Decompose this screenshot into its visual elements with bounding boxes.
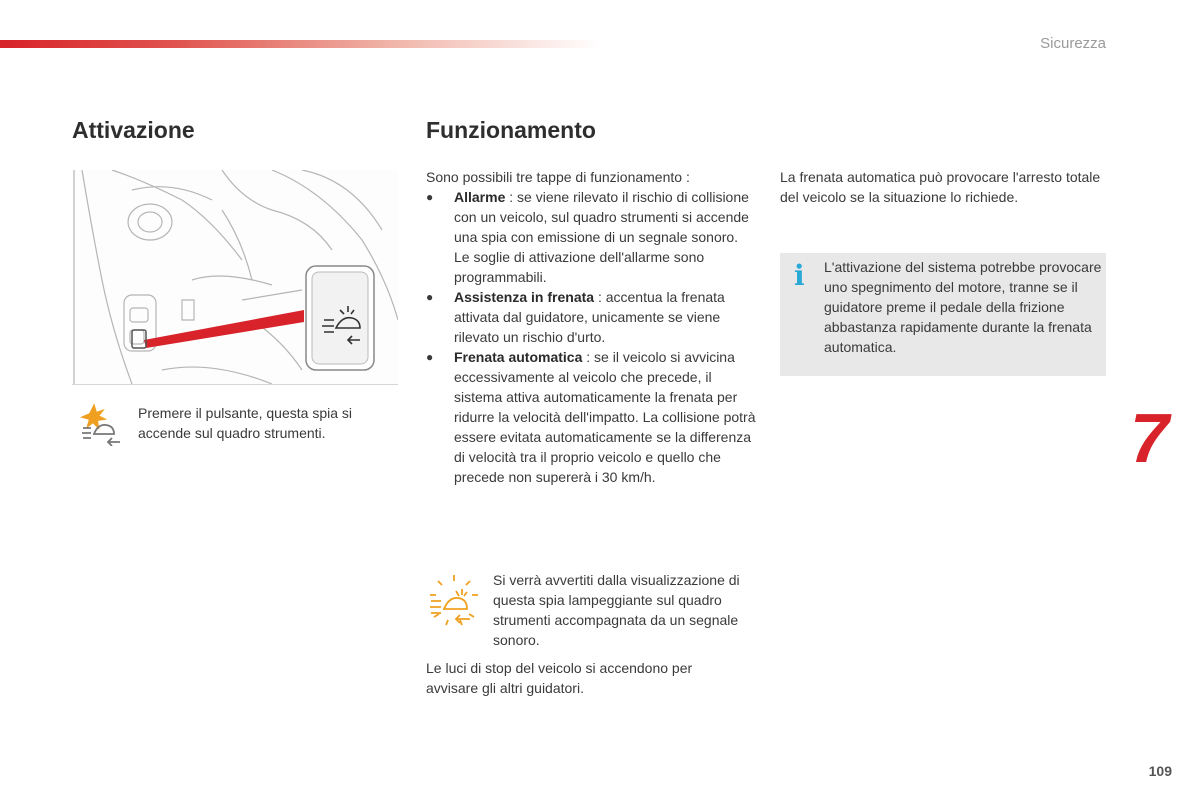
info-box <box>780 253 1106 376</box>
activation-caption: Premere il pulsante, questa spia si accende sul quadro strumenti. <box>138 405 352 441</box>
dashboard-illustration <box>72 170 398 385</box>
blinking-warning-icon <box>426 573 482 634</box>
list-item <box>426 287 756 347</box>
step-label: Assistenza in frenata <box>454 289 595 305</box>
step-label: Allarme <box>454 189 506 205</box>
list-item <box>426 347 756 487</box>
heading-funzionamento: Funzionamento <box>426 117 596 143</box>
list-item <box>426 187 756 287</box>
auto-brake-note: La frenata automatica può provocare l'arresto totale del veicolo se la situazione lo richiede. <box>780 169 1101 205</box>
step-label: Frenata automatica <box>454 349 583 365</box>
info-text: L'attivazione del sistema potrebbe provocare uno spegnimento del motore, tranne se il guidatore preme il pedale della frizione abbastanza rapidamente durante la frenata automatica. <box>824 259 1102 355</box>
page-number: 109 <box>1148 763 1172 779</box>
step-text: : accentua la frenata attivata dal guidatore, unicamente se viene rilevato un rischio d'urto. <box>454 289 725 345</box>
top-accent-bar <box>0 40 600 48</box>
stop-lights-text: Le luci di stop del veicolo si accendono per avvisare gli altri guidatori. <box>426 660 693 696</box>
info-icon: i <box>794 259 805 292</box>
step-text: : se il veicolo si avvicina eccessivamente al veicolo che precede, il sistema attiva automaticamente la frenata per ridurre la velocità dell'impatto. La collisione potrà essere evitata automaticamente se la differenza di velocità tra il proprio veicolo e quello che precede non supererà i 30 km/h. <box>454 349 756 485</box>
chapter-number: 7 <box>1130 399 1167 477</box>
step-text: : se viene rilevato il rischio di collisione con un veicolo, sul quadro strumenti si accende una spia con emissione di un segnale sonoro. Le soglie di attivazione dell'allarme sono programmabili. <box>454 189 749 285</box>
collision-warning-icon <box>80 402 124 451</box>
blink-warning-text: Si verrà avvertiti dalla visualizzazione di questa spia lampeggiante sul quadro strumenti accompagnata da un segnale sonoro. <box>493 572 740 648</box>
steps-list <box>426 187 756 487</box>
section-label: Sicurezza <box>1040 35 1106 52</box>
heading-attivazione: Attivazione <box>72 117 195 143</box>
intro-text: Sono possibili tre tappe di funzionamento : <box>426 169 690 185</box>
